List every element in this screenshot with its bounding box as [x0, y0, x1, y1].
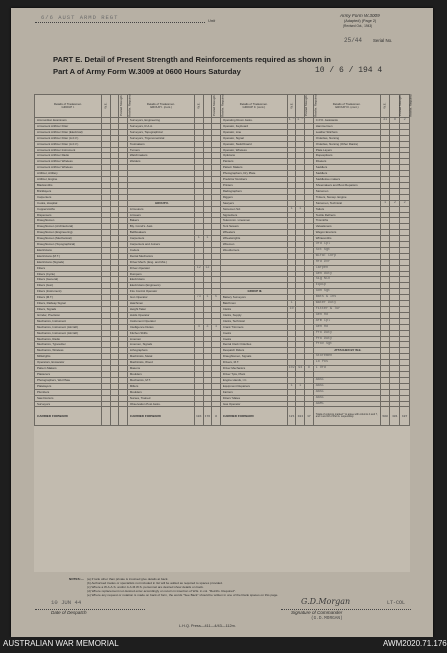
trade-name: Plumbers — [35, 389, 102, 395]
we-value: 1 — [194, 236, 203, 242]
carried-forward-row — [35, 407, 410, 426]
col2-posted: Posted Strength — [203, 95, 212, 118]
trade-name: Carpenters — [35, 194, 102, 200]
trade-name: Riggers — [220, 194, 287, 200]
trade-name: Operator, Switchboard — [220, 141, 287, 147]
trade-name: Platelayers — [35, 383, 102, 389]
trade-name: Mechanics, Instrument — [35, 318, 102, 324]
trade-name: Armament Artificer Wireless — [35, 165, 102, 171]
trade-name: Storemen, Technical — [313, 200, 380, 206]
trade-name: Welders — [127, 159, 194, 165]
trade-name: Intelligence Duties — [127, 324, 194, 330]
trade-name: Tent Sewers — [220, 224, 287, 230]
trade-name: Carpenters — [127, 236, 194, 242]
trade-name: Blacksmiths — [35, 182, 102, 188]
trade-name: Bellbreakers — [127, 230, 194, 236]
trade-name: Mechanics, Radio — [35, 336, 102, 342]
report-date: 10 / 6 / 194 4 — [315, 66, 383, 75]
trade-name: Moulders — [127, 371, 194, 377]
trade-name: Ammunition Examiners — [35, 118, 102, 124]
trade-name: Cooks, Hospital — [35, 200, 102, 206]
handwritten-trade: Fitter & Tur — [313, 307, 380, 313]
handwritten-trade: Water Duty — [313, 301, 380, 307]
trade-name: Painters — [220, 159, 287, 165]
col4-posted: Posted Strength — [390, 95, 400, 118]
col3-required: Reinfts. Required — [305, 95, 314, 118]
trade-name: Electricians (M.T.) — [35, 253, 102, 259]
trade-name: Draughtsmen (Topographical) — [35, 242, 102, 248]
trade-name: Saddlers — [313, 165, 380, 171]
handwritten-trade: Pro Duty — [313, 330, 380, 336]
form-revised: (Revised Oct., 1943) — [343, 24, 373, 28]
required-value: 2 — [400, 118, 410, 124]
trade-name: Clerks, Technical — [220, 318, 287, 324]
trade-name: Leather Stitchers — [313, 129, 380, 135]
handwritten-trade: Prov Sgt — [313, 342, 380, 348]
trade-name: Toolmakers — [127, 141, 194, 147]
trade-name: Operator, Signal — [220, 135, 287, 141]
carried-2-we: 184 — [194, 407, 203, 426]
trade-name: Photographers, Dry Plate — [220, 171, 287, 177]
trade-name: Fitters, Railway Signal — [35, 301, 102, 307]
trade-name: Moulders — [127, 389, 194, 395]
col4-required: Reinfts. Required — [400, 95, 410, 118]
printer-line: L.H.Q. Press—411—4/43—112m. — [179, 624, 236, 628]
trade-name: Driver Tpts, Plant — [220, 371, 287, 377]
handwritten-trade: Gen Hd — [313, 324, 380, 330]
posted-value: 3 — [203, 324, 212, 330]
posted-value: 1 — [296, 383, 305, 389]
required-value: 8 — [305, 366, 314, 372]
trade-name: Operator, Line — [220, 129, 287, 135]
trade-name: Draughtsmen (Engineering) — [35, 230, 102, 236]
trade-name: Armament Artificer Radio — [35, 153, 102, 159]
commander-name: (G.D.MORGAN) — [311, 616, 343, 621]
trade-name: Driver-Operator — [127, 265, 194, 271]
handwritten-trade: Equip — [313, 283, 380, 289]
carried-forward-2: CARRIED FORWARD — [127, 407, 194, 426]
trade-name: Electricians — [127, 277, 194, 283]
posted-value: 8 — [390, 118, 400, 124]
posted-value: 1 — [296, 206, 305, 212]
trade-name: Farriers — [220, 389, 287, 395]
trade-name: Surveyors — [35, 401, 102, 407]
posted-value: 12 — [203, 265, 212, 271]
trade-name: Holds Operator — [127, 312, 194, 318]
trade-name: Machinists, Metal — [127, 354, 194, 360]
trade-name: Textile Refiners — [313, 212, 380, 218]
note-b: (b) Authorised trades or specialists not included in list will be added as required to spaces provided. — [87, 581, 223, 585]
carried-forward-1: CARRIED FORWARD — [35, 407, 102, 426]
serial-value: 25/44 — [344, 37, 363, 44]
trade-name: Tinsmiths — [313, 218, 380, 224]
trade-name: Fitters (M.T.) — [35, 295, 102, 301]
handwritten-trade: Sct Sgt — [313, 247, 380, 253]
form-sheet — [11, 8, 433, 637]
we-value: 73 — [194, 295, 203, 301]
trade-name: Mechanics, Instrument (Aircraft) — [35, 324, 102, 330]
trade-name: Draughtsmen, Signals — [220, 354, 287, 360]
trade-name: Cooks — [220, 336, 287, 342]
we-value: 102 — [288, 366, 295, 371]
trade-name: Orderlies, Nursing (Other Ranks) — [313, 141, 380, 147]
carried-forward-3: CARRIED FORWARD — [220, 407, 287, 426]
handwritten-trade: Storemen — [313, 354, 380, 360]
posted-value: 94 — [296, 366, 305, 372]
trade-name: Despatch Riders — [220, 348, 287, 354]
trade-name: Plasterers — [35, 371, 102, 377]
trade-name: Pattern Makers — [220, 165, 287, 171]
trade-name: Sawyers — [220, 200, 287, 206]
handwritten-trade: AASC — [313, 395, 380, 401]
handwritten-trade: Arm Cpl — [313, 318, 380, 324]
col1-required: Reinfts. Required — [119, 95, 128, 118]
trade-name: Height Taker — [127, 307, 194, 313]
trade-name: Opticians — [220, 153, 287, 159]
note-e: (e) Where any request or notation is made on back of form, the words "See Back" should be written in one of the blank spaces on this page. — [87, 593, 279, 597]
col3-header: Details of Tradesmen. GROUP II. (cont.) — [220, 95, 287, 118]
serial-label: Serial No. — [373, 38, 393, 43]
trade-name: Storemen — [313, 188, 380, 194]
trade-name: Artificer, Engine — [35, 177, 102, 183]
trade-name: Crank Trimmers — [220, 324, 287, 330]
unit-underline — [35, 22, 205, 23]
trade-name: Equipment Repairers — [220, 383, 287, 389]
form-title-line-2: Part A of Army Form W.3009 at 0600 Hours Saturday — [53, 67, 241, 76]
despatch-label: Date of Despatch — [51, 610, 87, 615]
trade-name: Tinkers, Stoneр. Engine — [313, 194, 380, 200]
caption-right: AWM2020.71.176 — [383, 639, 447, 648]
trade-name: Operating Room Assts. — [220, 118, 287, 124]
trade-name: Grinder, Precision — [35, 312, 102, 318]
handwritten-trade: Carpen — [313, 265, 380, 271]
trade-name: Fitters (Cycle) — [35, 271, 102, 277]
handwritten-trade: Bats & Ins — [313, 295, 380, 301]
trade-name: Plate Layers — [313, 147, 380, 153]
trade-name: Draughtsmen (Architectural) — [35, 224, 102, 230]
trade-name: Fire Control Operator — [127, 289, 194, 295]
table-header-row — [35, 95, 410, 118]
trade-name: Drivers, M.T. — [220, 360, 287, 366]
trade-name: Armament Artificer Instrument — [35, 147, 102, 153]
trade-name: Artificer, Artillery — [35, 171, 102, 177]
trade-name: Operator, Wireless — [220, 147, 287, 153]
handwritten-trade: AASC — [313, 389, 380, 395]
trade-name: Hammermen — [313, 123, 380, 129]
trade-name: Electricians (Engineers) — [127, 283, 194, 289]
we-value: 4 — [194, 324, 203, 330]
trade-name: C.P.O. Assistants — [313, 118, 380, 124]
note-d: (d) Where replacement not desired enter accordingly on return in insertion of W.E. in col. "Reinfts. Required". — [87, 589, 236, 593]
trade-name: Armament Artificer Fitter (A.F.V.) — [35, 141, 102, 147]
trade-name: Wagon Erectors — [313, 230, 380, 236]
trade-name: Kitchen Shifts — [127, 330, 194, 336]
handwritten-trade: WCFaT Corp — [313, 253, 380, 259]
trade-name: Battery Surveyors — [220, 295, 287, 301]
trade-name: Ropesplicers — [313, 153, 380, 159]
required-value: 5 — [212, 295, 221, 301]
trade-name: Fitters' Mates — [220, 395, 287, 401]
trade-name: Bricklayers — [35, 188, 102, 194]
handwritten-trade: Gen duty — [313, 271, 380, 277]
carried-3-posted: 104 — [296, 407, 305, 426]
posted-value: 1 — [203, 295, 212, 301]
trade-name: Surveyors, Engineering — [127, 118, 194, 124]
total-we: 588 — [380, 407, 390, 426]
trade-name: ATTACHED BY W.E. — [313, 348, 380, 354]
posted-value: 2 — [390, 200, 400, 206]
handwritten-trade: AASC — [313, 383, 380, 389]
trade-name: Signwriters — [220, 212, 287, 218]
posted-value: 1 — [203, 236, 212, 242]
trade-name: Photographers, Wet Plate — [35, 377, 102, 383]
handwritten-trade: Ord Cpl — [313, 242, 380, 248]
col1-we: W.E. — [102, 95, 111, 118]
trade-name: Surveyors, Trigonometrical — [127, 135, 194, 141]
col1-header: Details of Tradesmen. GROUP I. — [35, 95, 102, 118]
handwritten-trade: Lo Pos — [313, 360, 380, 366]
trade-name: Storemen Sct — [220, 206, 287, 212]
trade-name: Saddletree makers — [313, 177, 380, 183]
trade-name: Hatchmen — [127, 301, 194, 307]
col4-we: W.E. — [380, 95, 390, 118]
trade-name: Bakers — [127, 218, 194, 224]
trade-name: Fitters (General) — [35, 277, 102, 283]
we-value: 12 — [194, 265, 203, 271]
required-value: 2 — [400, 200, 410, 206]
trade-name: Millers — [127, 383, 194, 389]
trade-name: Fitters, Signals — [35, 307, 102, 313]
trade-name: GROUP II. — [127, 200, 194, 206]
caption-left: AUSTRALIAN WAR MEMORIAL — [3, 639, 119, 648]
carried-2-required: 8 — [212, 407, 221, 426]
trade-name: Cooks — [220, 330, 287, 336]
trade-name: Valuationers — [313, 224, 380, 230]
trade-name: Draughtsmen — [35, 218, 102, 224]
trade-name: Bty. Comd's. Asst. — [127, 224, 194, 230]
carried-3-required: 17 — [305, 407, 314, 426]
handwritten-trade: Pro Duty — [313, 336, 380, 342]
trade-name: Masons — [127, 366, 194, 372]
handwritten-trade: AAMC — [313, 401, 380, 407]
trade-name: Instrument Operator — [127, 318, 194, 324]
notes-label: NOTES:— — [69, 577, 84, 581]
col3-we: W.E. — [287, 95, 296, 118]
trade-name: Batchmen — [220, 301, 287, 307]
commander-label: Signature of Commander — [291, 610, 343, 615]
trade-name: Telecomm. Linesmen — [220, 218, 287, 224]
trade-name: Orderlies, Nursing — [313, 135, 380, 141]
col1-posted: Posted Strength — [110, 95, 119, 118]
trade-name: GROUP III. — [220, 289, 287, 295]
handwritten-trade: Sig NCO — [313, 277, 380, 283]
trade-name: Armament Artificer Fitter — [35, 123, 102, 129]
col3-posted: Posted Strength — [296, 95, 305, 118]
trade-name: Wheelwrights — [220, 236, 287, 242]
carried-3-we: 121 — [287, 407, 296, 426]
trade-name: Mechanics, M.T. — [127, 377, 194, 383]
unit-value: 6/6 AUST ARMD REGT — [41, 14, 119, 21]
despatch-date: 10 JUN 44 — [51, 599, 82, 606]
trade-name: Mechanics, Typewriter — [35, 342, 102, 348]
trade-name: Dental Clerk Orderlies — [220, 342, 287, 348]
tradesmen-table — [34, 94, 413, 426]
trade-name: Shoemakers and Boot Repairers — [313, 182, 380, 188]
trade-name: Predictor Numbers — [220, 177, 287, 183]
we-value: 1 ~ — [288, 118, 295, 122]
posted-value: 1 ~ — [297, 118, 304, 122]
trade-name: Millwrights — [35, 354, 102, 360]
trade-name: Saw Doctors — [35, 395, 102, 401]
trade-name: Saddlers — [313, 171, 380, 177]
trade-name: Dental Mechanics — [127, 253, 194, 259]
trade-name: Clerks — [220, 307, 287, 313]
trade-name: Armament Artificer Wireless — [35, 159, 102, 165]
we-value: 1 — [287, 301, 296, 307]
trade-name: Tailors — [313, 206, 380, 212]
we-value: 1 — [287, 383, 296, 389]
note-a: (a) If tank other than private is involved give details at back. — [87, 577, 169, 581]
we-value: 1 — [380, 200, 390, 206]
trade-name: Mechanics, Wireless — [35, 348, 102, 354]
trade-name: Turners — [127, 147, 194, 153]
caption-bar — [0, 637, 447, 653]
col2-we: W.E. — [194, 95, 203, 118]
trade-name: Driver Mech. (Eng. and Mot.) — [127, 259, 194, 265]
trade-name: Surveyors, Topographical — [127, 129, 194, 135]
handwritten-trade: Hrd Dvr — [313, 259, 380, 265]
trade-name: Linemen — [127, 336, 194, 342]
trade-name: Operators, Excavator — [35, 360, 102, 366]
trade-name: Woodturners — [220, 247, 287, 253]
col2-header: Details of Tradesmen. GROUP I. (cont.) — [127, 95, 194, 118]
we-value: 31 — [380, 118, 390, 124]
trade-name: Riveters — [313, 159, 380, 165]
trade-name: Dispensers — [35, 212, 102, 218]
note-c: (c) Where a W.A.A.S. and/or A.A.M.W.S. personnel are desired show details on back. — [87, 585, 204, 589]
trade-name: Nurses, Trained — [127, 395, 194, 401]
required-value: 1 — [212, 324, 221, 330]
trade-name: Arrosers — [127, 212, 194, 218]
commander-rank: LT-COL — [387, 600, 406, 606]
trade-name: Armourers — [127, 206, 194, 212]
trade-name: Pattern Makers — [35, 366, 102, 372]
col4-header: Details of Tradesmen. GROUP III. (cont.) — [313, 95, 380, 118]
trade-name: Coppersmiths — [35, 206, 102, 212]
trade-name: Electricians (Signals) — [35, 259, 102, 265]
total-required: 107 — [400, 407, 410, 426]
handwritten-trade: I Ord — [313, 366, 380, 372]
trade-name: Armament Artificer Fitter (Electrical) — [35, 129, 102, 135]
form-adapted: (Adapted) (Page 2) — [344, 19, 377, 23]
trade-name: Draughtsmen (Mechanical) — [35, 236, 102, 242]
trade-name: Gun Operator — [127, 295, 194, 301]
totals-note: Totals of columns marked * to agree with columns 4 and 7, and 1 and 18 of Part A. respectively. — [313, 407, 380, 426]
form-id: Army Form W.3009 — [340, 13, 380, 18]
trade-name: Clerks, Supply — [220, 312, 287, 318]
unit-label: Unit — [208, 18, 216, 23]
trade-name: Printers — [220, 182, 287, 188]
trade-name: Coders — [127, 247, 194, 253]
trade-name: Engine Hands, I.C. — [220, 377, 287, 383]
trade-name: Machinists, Wood — [127, 360, 194, 366]
handwritten-trade: AASC — [313, 377, 380, 383]
handwritten-trade: Gen Hd — [313, 312, 380, 318]
trade-name: Lithographers — [127, 348, 194, 354]
trade-name: Wiremen — [220, 242, 287, 248]
trade-name: Armament Artificer Fitter (A.F.V.) — [35, 135, 102, 141]
we-value: 1 — [287, 206, 296, 212]
trade-name: Whitesmiths — [313, 236, 380, 242]
trade-name: Mechanics, Instrument (Aircraft) — [35, 330, 102, 336]
trade-name: Observation Post Assts. — [127, 401, 194, 407]
trade-name: Watchmakers — [127, 153, 194, 159]
carried-2-posted: 176 — [203, 407, 212, 426]
trade-name: Linemen, Signals — [127, 342, 194, 348]
trade-name: Fitters — [35, 265, 102, 271]
we-value: 10 — [287, 307, 296, 313]
trade-name: Radiographers — [220, 188, 287, 194]
trade-name: Dumpers — [127, 271, 194, 277]
trade-name: Wheelers — [220, 230, 287, 236]
total-posted: 481 — [390, 407, 400, 426]
trade-name: Fitters (Gun) — [35, 283, 102, 289]
trade-name: Driver Mechanics — [220, 366, 287, 372]
trade-name: Fitters (Instrument) — [35, 289, 102, 295]
trade-name: Carpenters and Joiners — [127, 242, 194, 248]
commander-signature: G.D.Morgan — [301, 597, 351, 606]
trade-name: Electricians — [35, 247, 102, 253]
trade-name: Surveyors, R.A.A. — [127, 123, 194, 129]
trade-name: Gas Operator — [220, 401, 287, 407]
trade-name: Operator, Keyboard — [220, 123, 287, 129]
form-title-line-1: PART E. Detail of Present Strength and Reinforcements required as shown in — [53, 55, 331, 64]
handwritten-trade: Gdn Sgt — [313, 289, 380, 295]
col2-required: Reinfts. Required — [212, 95, 221, 118]
